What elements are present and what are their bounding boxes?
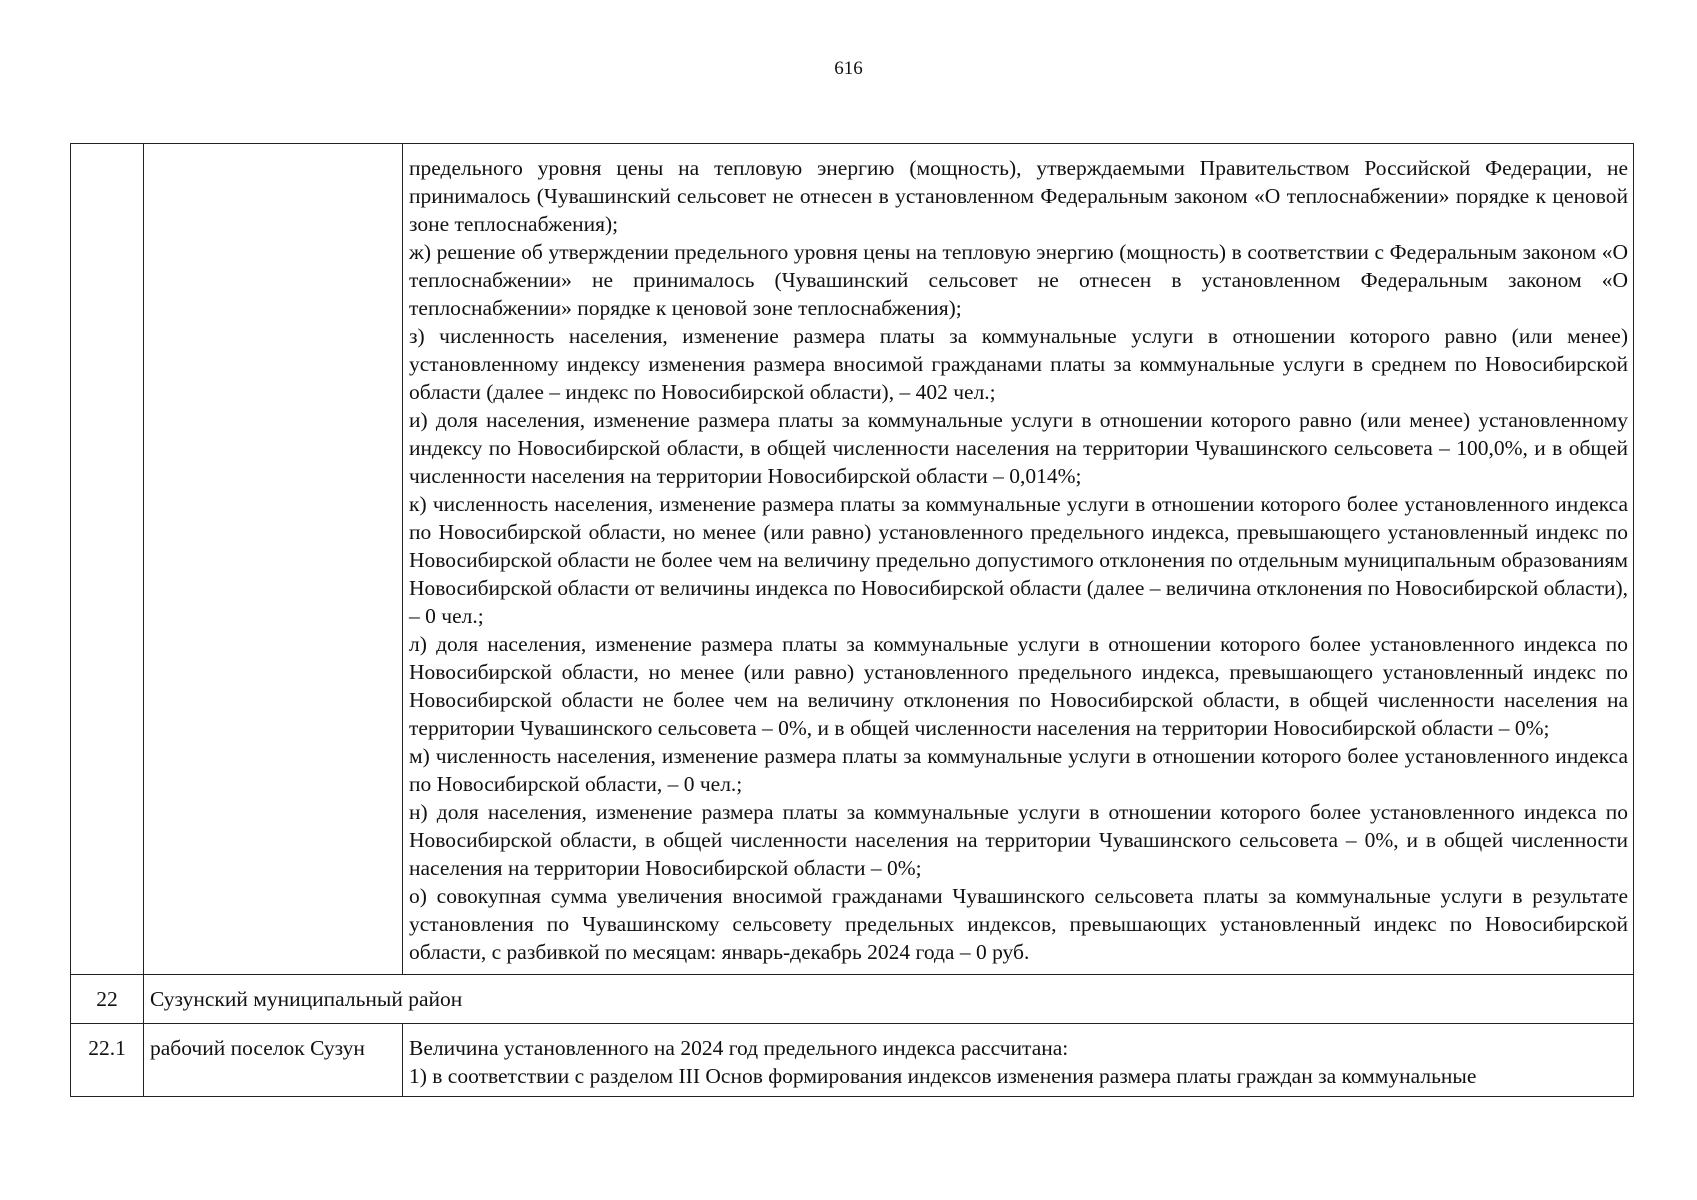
district-name-cell: Сузунский муниципальный район — [144, 975, 1634, 1024]
paragraph: н) доля населения, изменение размера платы за коммунальные услуги в отношении которого более установленного индекса по Новосибирской области, в общей численности населения на территории Чувашинского сельсовета – 0%, и в общей численности населения на территории Новосибирской области – 0%; — [409, 800, 1628, 880]
paragraph: предельного уровня цены на тепловую энергию (мощность), утверждаемыми Правительством Российской Федерации, не принималось (Чувашинский сельсовет не отнесен в установленном Федеральным законом «О теплоснабжении» порядке к ценовой зоне теплоснабжения); — [409, 156, 1628, 236]
paragraph: Величина установленного на 2024 год предельного индекса рассчитана: — [409, 1036, 1069, 1060]
row-number-cell — [71, 144, 144, 975]
description-text — [403, 1024, 1633, 1096]
municipal-index-table — [70, 143, 1634, 1097]
paragraph: м) численность населения, изменение размера платы за коммунальные услуги в отношении которого более установленного индекса по Новосибирской области, – 0 чел.; — [409, 744, 1628, 796]
description-cell — [403, 1024, 1634, 1097]
paragraph: о) совокупная сумма увеличения вносимой гражданами Чувашинского сельсовета платы за коммунальные услуги в результате установления по Чувашинскому сельсовету предельных индексов, превышающих установленный индекс по Новосибирской области, с разбивкой по месяцам: январь-декабрь 2024 года – 0 руб. — [409, 884, 1628, 964]
paragraph: 1) в соответствии с разделом III Основ формирования индексов изменения размера платы граждан за коммунальные — [409, 1064, 1477, 1088]
paragraph: ж) решение об утверждении предельного уровня цены на тепловую энергию (мощность) в соответствии с Федеральным законом «О теплоснабжении» не принималось (Чувашинский сельсовет не отнесен в установленном Федеральным законом «О теплоснабжении» порядке к ценовой зоне теплоснабжения); — [409, 240, 1628, 320]
paragraph: л) доля населения, изменение размера платы за коммунальные услуги в отношении которого более установленного индекса по Новосибирской области, но менее (или равно) установленного предельного индекса, превышающего установленный индекс по Новосибирской области не более чем на величину отклонения по Новосибирской области, в общей численности населения на территории Чувашинского сельсовета – 0%, и в общей численности населения на территории Новосибирской области – 0%; — [409, 632, 1628, 740]
table-row-settlement — [71, 1024, 1634, 1097]
paragraph: з) численность населения, изменение размера платы за коммунальные услуги в отношении которого равно (или менее) установленному индексу изменения размера вносимой гражданами платы за коммунальные услуги в среднем по Новосибирской области (далее – индекс по Новосибирской области), – 402 чел.; — [409, 324, 1628, 404]
municipality-name-cell — [144, 144, 403, 975]
table-row-continuation — [71, 144, 1634, 975]
row-number-cell: 22.1 — [71, 1024, 144, 1097]
municipality-name-cell: рабочий поселок Сузун — [144, 1024, 403, 1097]
page-number: 616 — [834, 58, 863, 79]
description-text — [403, 144, 1633, 974]
table-row-district — [71, 975, 1634, 1024]
description-cell — [403, 144, 1634, 975]
row-number-cell: 22 — [71, 975, 144, 1024]
paragraph: к) численность населения, изменение размера платы за коммунальные услуги в отношении которого более установленного индекса по Новосибирской области, но менее (или равно) установленного предельного индекса, превышающего установленный индекс по Новосибирской области не более чем на величину предельно допустимого отклонения по отдельным муниципальным образованиям Новосибирской области от величины индекса по Новосибирской области (далее – величина отклонения по Новосибирской области), – 0 чел.; — [409, 492, 1628, 628]
paragraph: и) доля населения, изменение размера платы за коммунальные услуги в отношении которого равно (или менее) установленному индексу по Новосибирской области, в общей численности населения на территории Чувашинского сельсовета – 100,0%, и в общей численности населения на территории Новосибирской области – 0,014%; — [409, 408, 1628, 488]
